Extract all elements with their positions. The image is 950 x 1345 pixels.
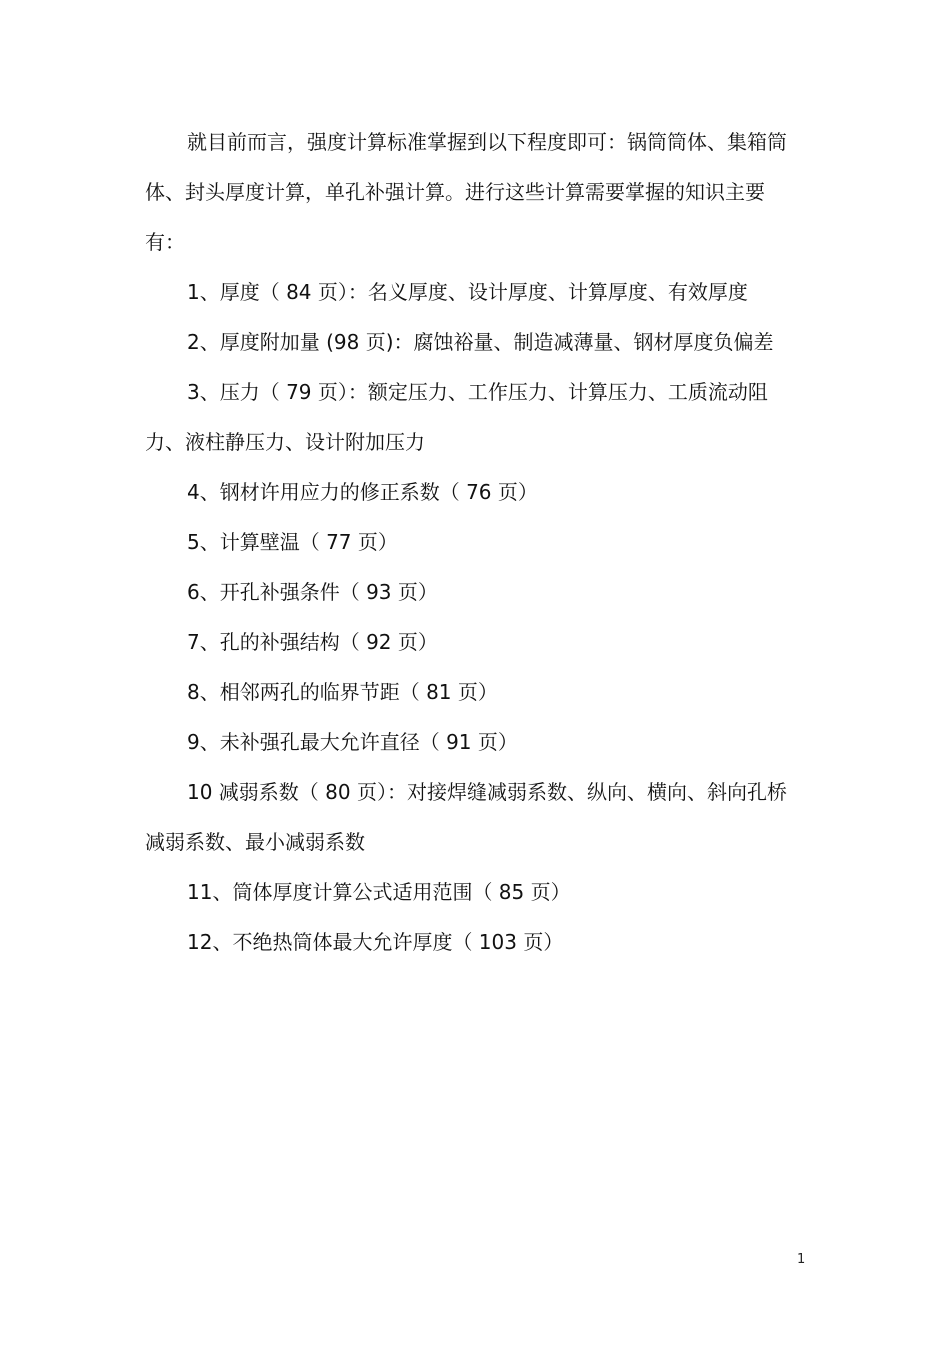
list-item-8: 8、相邻两孔的临界节距（ 81 页） [187,680,498,704]
list-item-2: 2、厚度附加量 (98 页)：腐蚀裕量、制造减薄量、钢材厚度负偏差 [187,330,774,354]
list-item-12: 12、不绝热筒体最大允许厚度（ 103 页） [187,930,564,954]
page-number: 1 [797,1252,806,1267]
list-item-9: 9、未补强孔最大允许直径（ 91 页） [187,730,518,754]
list-item-7: 7、孔的补强结构（ 92 页） [187,630,438,654]
list-item-10: 10 减弱系数（ 80 页）：对接焊缝减弱系数、纵向、横向、斜向孔桥减弱系数、最小减弱系数 [145,780,787,854]
list-item-4: 4、钢材许用应力的修正系数（ 76 页） [187,480,538,504]
list-item-1: 1、厚度（ 84 页）：名义厚度、设计厚度、计算厚度、有效厚度 [187,280,748,304]
intro-paragraph: 就目前而言，强度计算标准掌握到以下程度即可：锅筒筒体、集箱筒体、封头厚度计算，单孔补强计算。进行这些计算需要掌握的知识主要有： [145,130,787,254]
list-item-6: 6、开孔补强条件（ 93 页） [187,580,438,604]
list-item-5: 5、计算壁温（ 77 页） [187,530,398,554]
document-body [145,117,795,967]
list-item-11: 11、筒体厚度计算公式适用范围（ 85 页） [187,880,571,904]
list-item-3: 3、压力（ 79 页）：额定压力、工作压力、计算压力、工质流动阻力、液柱静压力、设计附加压力 [145,380,768,454]
